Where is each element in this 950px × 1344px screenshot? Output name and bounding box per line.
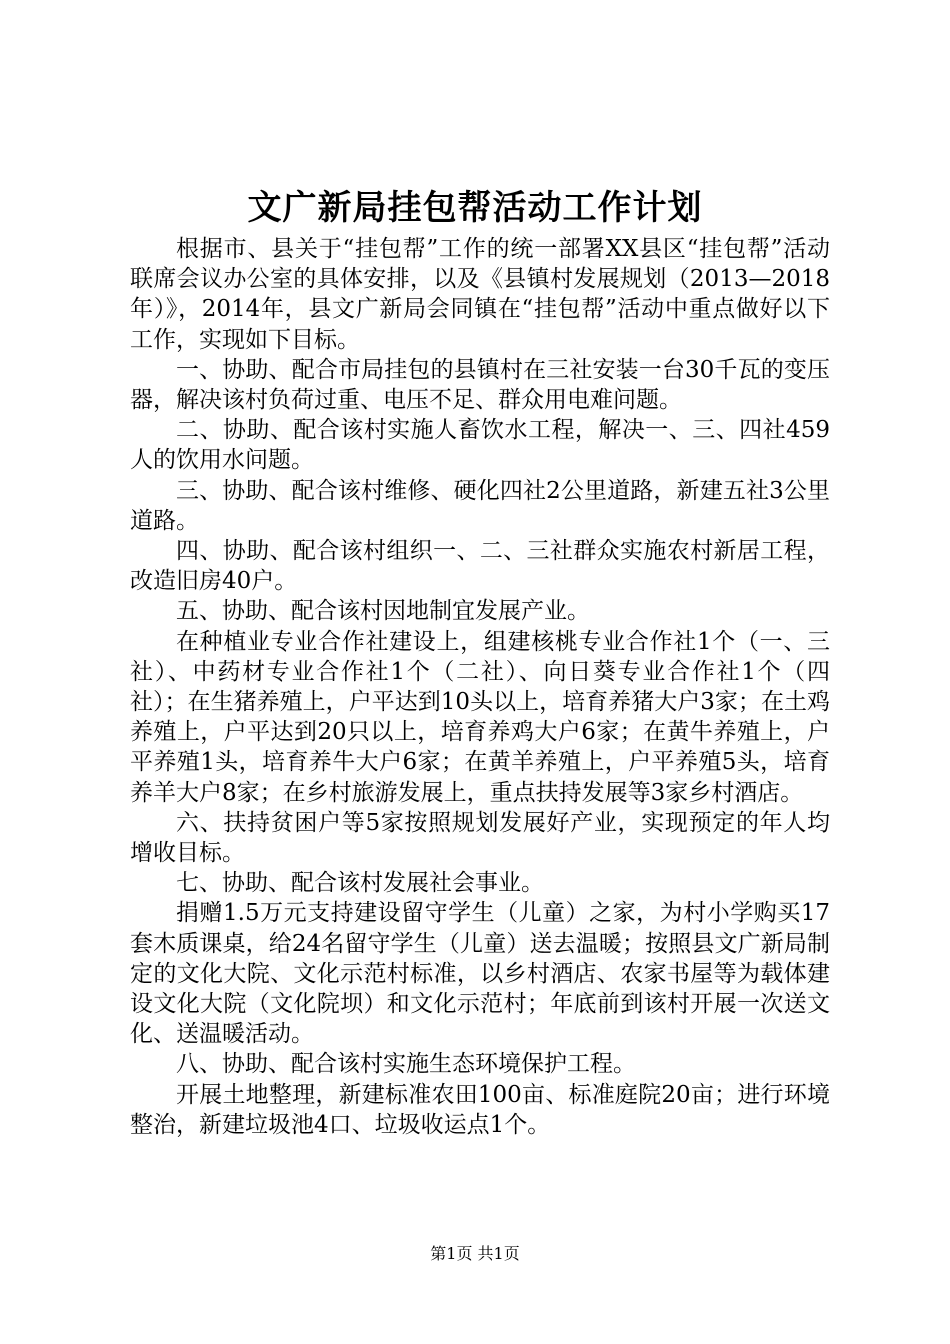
paragraph-intro: 根据市、县关于“挂包帮”工作的统一部署XX县区“挂包帮”活动联席会议办公室的具体安排，以及《县镇村发展规划（2013—2018年）》，2014年，县文广新局会同镇在“挂包帮”活动中重点做好以下工作，实现如下目标。 [130, 236, 830, 353]
paragraph-item-6: 六、扶持贫困户等5家按照规划发展好产业，实现预定的年人均增收目标。 [130, 809, 830, 867]
paragraph-item-8: 八、协助、配合该村实施生态环境保护工程。 [176, 1051, 636, 1078]
paragraph-item-8-detail: 开展土地整理，新建标准农田100亩、标准庭院20亩；进行环境整治，新建垃圾池4口、垃圾收运点1个。 [130, 1081, 830, 1138]
page-footer: 第1页 共1页 [430, 1244, 520, 1263]
document-body [130, 234, 830, 1140]
paragraph-item-2: 二、协助、配合该村实施人畜饮水工程，解决一、三、四社459人的饮用水问题。 [130, 417, 830, 474]
paragraph-item-7-detail: 捐赠1.5万元支持建设留守学生（儿童）之家，为村小学购买17套木质课桌，给24名留守学生（儿童）送去温暖；按照县文广新局制定的文化大院、文化示范村标准，以乡村酒店、农家书屋等为载体建设文化大院（文化院坝）和文化示范村；年底前到该村开展一次送文化、送温暖活动。 [130, 900, 830, 1048]
paragraph-item-1: 一、协助、配合市局挂包的县镇村在三社安装一台30千瓦的变压器，解决该村负荷过重、电压不足、群众用电难问题。 [130, 356, 830, 414]
paragraph-item-3: 三、协助、配合该村维修、硬化四社2公里道路，新建五社3公里道路。 [130, 477, 830, 534]
paragraph-item-5-detail: 在种植业专业合作社建设上，组建核桃专业合作社1个（一、三社）、中药材专业合作社1个（二社）、向日葵专业合作社1个（四社）；在生猪养殖上，户平达到10头以上，培育养猪大户3家；在土鸡养殖上，户平达到20只以上，培育养鸡大户6家；在黄牛养殖上，户平养殖1头，培育养牛大户6家；在黄羊养殖上，户平养殖5头，培育养羊大户8家；在乡村旅游发展上，重点扶持发展等3家乡村酒店。 [130, 628, 830, 806]
paragraph-item-5: 五、协助、配合该村因地制宜发展产业。 [176, 598, 590, 625]
paragraph-item-7: 七、协助、配合该村发展社会事业。 [176, 870, 544, 897]
document-title: 文广新局挂包帮活动工作计划 [247, 188, 703, 228]
paragraph-item-4: 四、协助、配合该村组织一、二、三社群众实施农村新居工程，改造旧房40户。 [130, 538, 830, 595]
